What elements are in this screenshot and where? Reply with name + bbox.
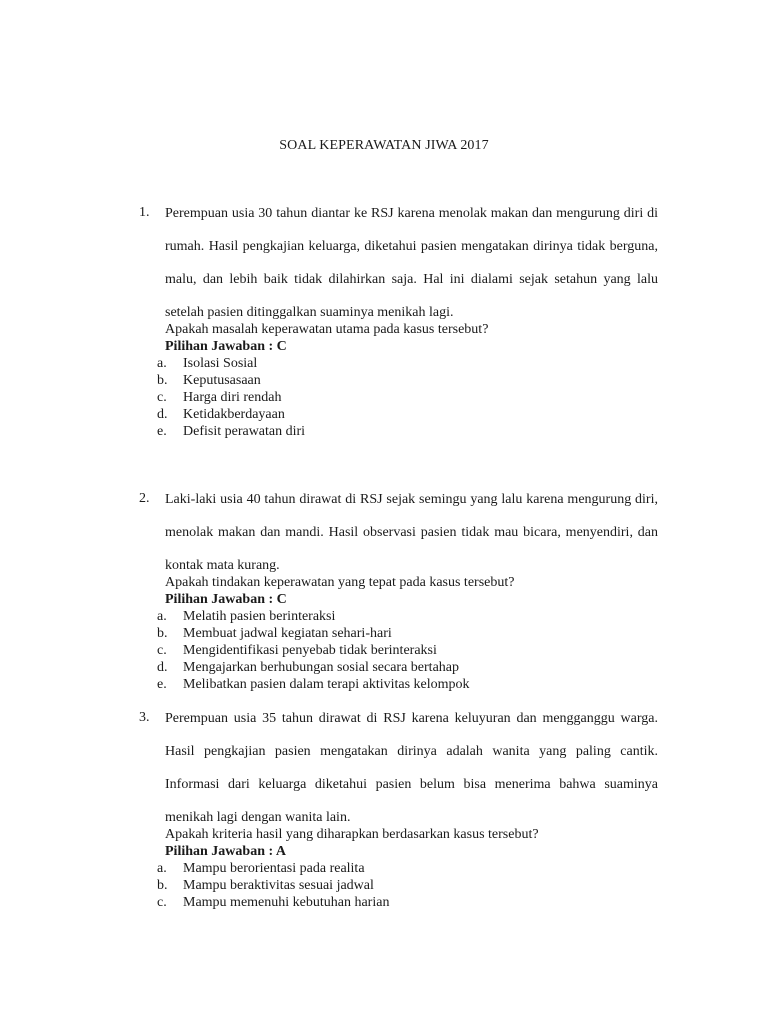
option-text: Keputusasaan — [183, 373, 261, 388]
option-3b — [157, 877, 658, 894]
option-letter: c. — [157, 643, 167, 658]
option-letter: e. — [157, 424, 167, 439]
question-2-stem: Laki-laki usia 40 tahun dirawat di RSJ sejak semingu yang lalu karena mengurung diri, menolak makan dan mandi. Hasil observasi pasien tidak mau bicara, menyendiri, dan kontak mata kurang. — [165, 492, 658, 573]
question-2-number: 2. — [139, 491, 150, 506]
option-1c — [157, 389, 658, 406]
option-text: Membuat jadwal kegiatan sehari-hari — [183, 626, 392, 641]
question-2 — [157, 483, 658, 693]
option-2c — [157, 642, 658, 659]
option-text: Melibatkan pasien dalam terapi aktivitas kelompok — [183, 677, 470, 692]
question-1-options — [157, 355, 658, 440]
question-2-options — [157, 608, 658, 693]
option-1a — [157, 355, 658, 372]
option-3a — [157, 860, 658, 877]
option-2e — [157, 676, 658, 693]
option-letter: b. — [157, 878, 168, 893]
option-3c — [157, 894, 658, 911]
option-2b — [157, 625, 658, 642]
option-text: Mampu berorientasi pada realita — [183, 861, 365, 876]
question-3-number: 3. — [139, 710, 150, 725]
option-text: Mengajarkan berhubungan sosial secara bertahap — [183, 660, 459, 675]
option-letter: d. — [157, 407, 168, 422]
option-letter: b. — [157, 373, 168, 388]
question-3 — [157, 702, 658, 911]
question-1-prompt: Apakah masalah keperawatan utama pada kasus tersebut? — [165, 322, 489, 337]
option-letter: b. — [157, 626, 168, 641]
option-letter: a. — [157, 861, 167, 876]
question-3-answer: Pilihan Jawaban : A — [165, 844, 286, 859]
question-3-prompt: Apakah kriteria hasil yang diharapkan berdasarkan kasus tersebut? — [165, 827, 539, 842]
question-1-answer: Pilihan Jawaban : C — [165, 339, 287, 354]
option-letter: c. — [157, 895, 167, 910]
question-3-stem: Perempuan usia 35 tahun dirawat di RSJ karena keluyuran dan mengganggu warga. Hasil pengkajian pasien mengatakan dirinya adalah wanita yang paling cantik. Informasi dari keluarga diketahui pasien belum bisa menerima bahwa suaminya menikah lagi dengan wanita lain. — [165, 711, 658, 825]
question-3-options — [157, 860, 658, 911]
option-1d — [157, 406, 658, 423]
option-text: Defisit perawatan diri — [183, 424, 306, 439]
option-text: Isolasi Sosial — [183, 356, 258, 371]
option-letter: d. — [157, 660, 168, 675]
option-1e — [157, 423, 658, 440]
question-2-answer: Pilihan Jawaban : C — [165, 592, 287, 607]
option-2a — [157, 608, 658, 625]
question-2-prompt: Apakah tindakan keperawatan yang tepat pada kasus tersebut? — [165, 575, 515, 590]
option-text: Ketidakberdayaan — [183, 407, 285, 422]
option-2d — [157, 659, 658, 676]
question-1 — [157, 197, 658, 440]
option-letter: a. — [157, 356, 167, 371]
question-1-stem: Perempuan usia 30 tahun diantar ke RSJ karena menolak makan dan mengurung diri di rumah. Hasil pengkajian keluarga, diketahui pasien mengatakan dirinya tidak berguna, malu, dan lebih baik tidak dilahirkan saja. Hal ini dialami sejak setahun yang lalu setelah pasien ditinggalkan suaminya menikah lagi. — [165, 206, 658, 320]
option-text: Harga diri rendah — [183, 390, 282, 405]
option-text: Mengidentifikasi penyebab tidak berinteraksi — [183, 643, 437, 658]
option-letter: e. — [157, 677, 167, 692]
option-text: Mampu beraktivitas sesuai jadwal — [183, 878, 374, 893]
option-1b — [157, 372, 658, 389]
option-letter: a. — [157, 609, 167, 624]
option-text: Melatih pasien berinteraksi — [183, 609, 336, 624]
document-title: SOAL KEPERAWATAN JIWA 2017 — [279, 138, 489, 153]
option-text: Mampu memenuhi kebutuhan harian — [183, 895, 390, 910]
option-letter: c. — [157, 390, 167, 405]
question-1-number: 1. — [139, 205, 150, 220]
